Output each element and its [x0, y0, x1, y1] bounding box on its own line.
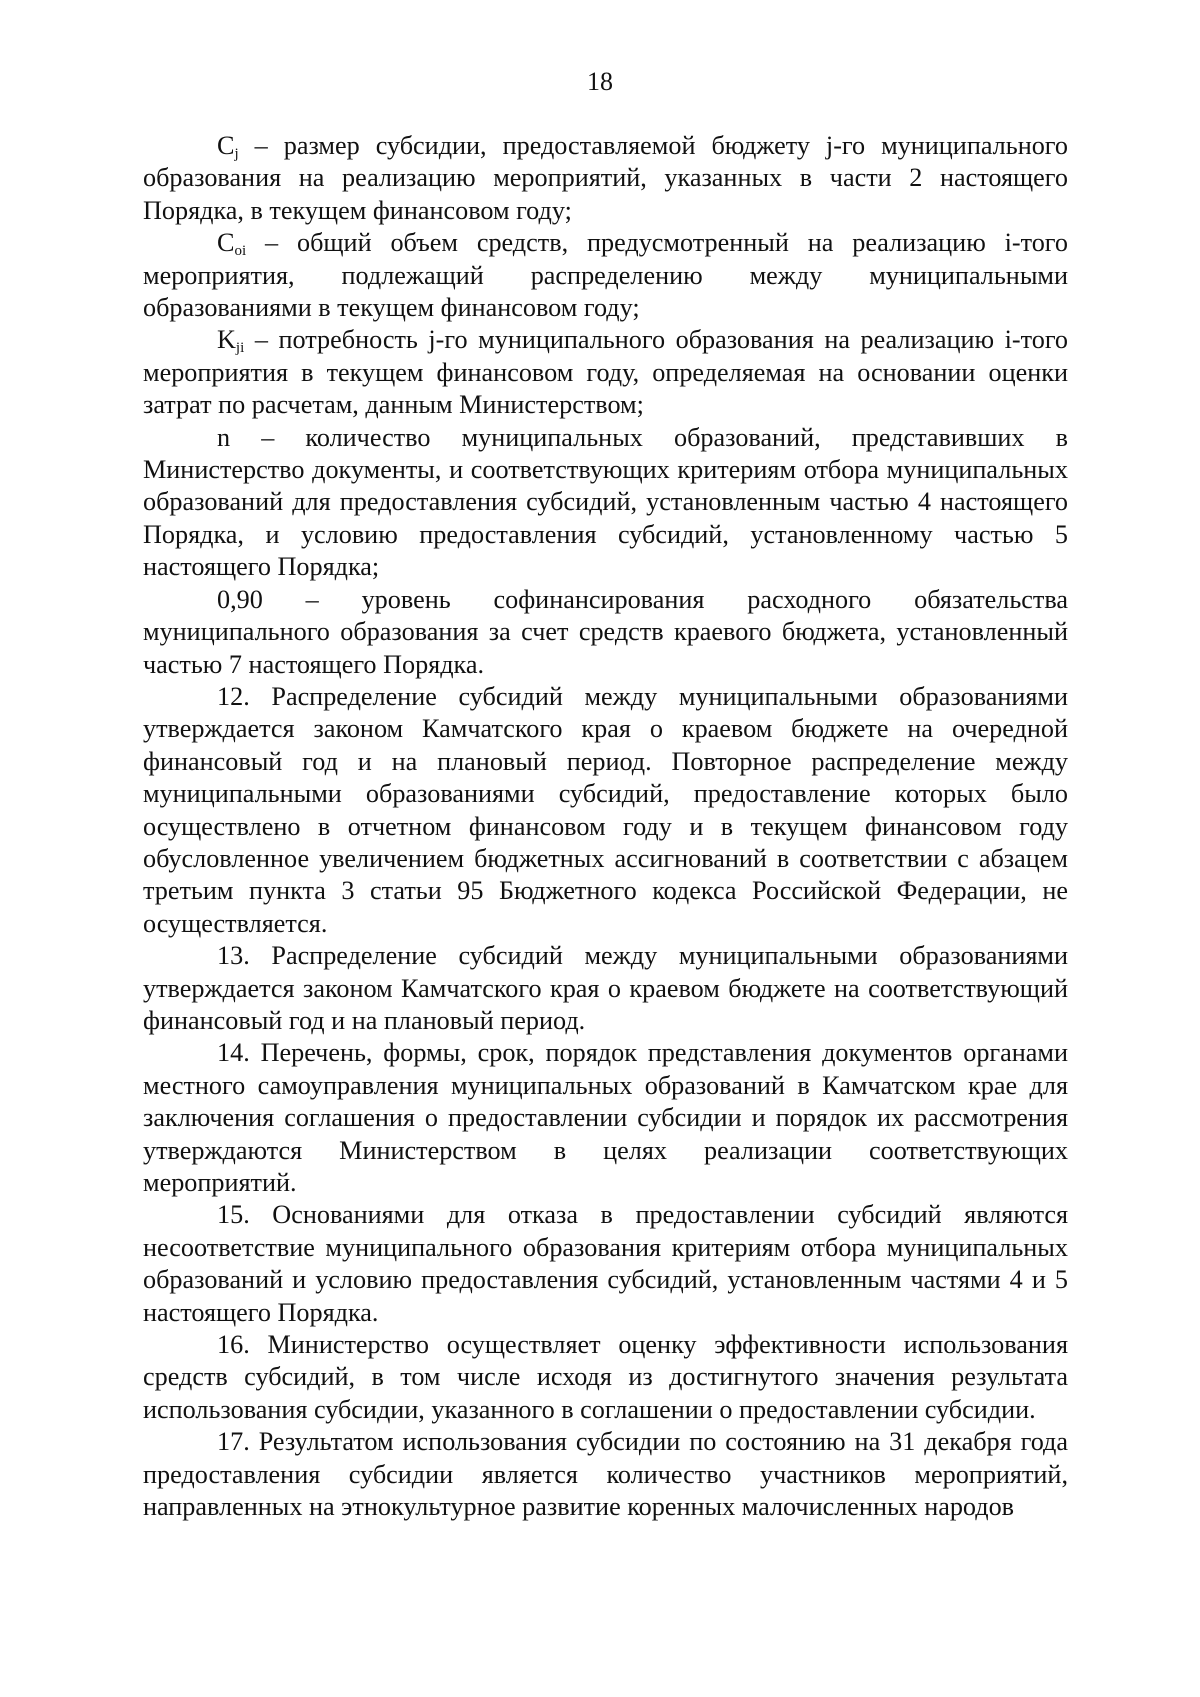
paragraph-item-16: [143, 1329, 1068, 1426]
variable-coi: $C_{oi}$: [217, 228, 247, 260]
paragraph-item-12: [143, 681, 1068, 940]
document-body: [143, 130, 1068, 1523]
paragraph-n-definition: [143, 422, 1068, 584]
paragraph-text: 16. Министерство осуществляет оценку эффективности использования средств субсидий, в том числе исходя из достигнутого значения результата использования субсидии, указанного в соглашении о предоставлении субсидии.: [143, 1330, 1068, 1424]
paragraph-text: 17. Результатом использования субсидии по состоянию на 31 декабря года предоставления субсидии является количество участников мероприятий, направленных на этнокультурное развитие коренных малочисленных народов: [143, 1427, 1068, 1522]
paragraph-item-17: [143, 1426, 1068, 1523]
paragraph-text: 13. Распределение субсидий между муниципальными образованиями утверждается законом Камчатского края о краевом бюджете на соответствующий финансовый год и на плановый период.: [143, 941, 1068, 1035]
paragraph-kji-definition: [143, 324, 1068, 421]
page-number: 18: [587, 67, 613, 96]
variable-cj: $C_j$: [217, 131, 239, 162]
paragraph-text: – размер субсидии, предоставляемой бюджету j-го муниципального образования на реализацию мероприятий, указанных в части 2 настоящего Порядка, в текущем финансовом году;: [143, 131, 1068, 225]
paragraph-text: 0,90 – уровень софинансирования расходного обязательства муниципального образования за счет средств краевого бюджета, установленный частью 7 настоящего Порядка.: [143, 584, 1068, 679]
paragraph-cofinancing-level: [143, 584, 1068, 681]
paragraph-text: n – количество муниципальных образований, представивших в Министерство документы, и соответствующих критериям отбора муниципальных образований для предоставления субсидий, установленным частью 4 настоящего Порядка, и условию предоставления субсидий, установленному частью 5 настоящего Порядка;: [143, 422, 1068, 582]
paragraph-coi-definition: [143, 227, 1068, 324]
paragraph-cj-definition: [143, 130, 1068, 227]
variable-kji: $K_{ji}$: [217, 325, 245, 357]
paragraph-item-15: [143, 1199, 1068, 1329]
paragraph-item-13: [143, 940, 1068, 1037]
paragraph-text: 14. Перечень, формы, срок, порядок представления документов органами местного самоуправления муниципальных образований в Камчатском крае для заключения соглашения о предоставлении субсидии и порядок их рассмотрения утверждаются Министерством в целях реализации соответствующих мероприятий.: [143, 1038, 1068, 1197]
paragraph-text: 15. Основаниями для отказа в предоставлении субсидий являются несоответствие муниципального образования критериям отбора муниципальных образований и условию предоставления субсидий, установленным частями 4 и 5 настоящего Порядка.: [143, 1200, 1068, 1327]
paragraph-text: – потребность j-го муниципального образования на реализацию i-того мероприятия в текущем финансовом году, определяемая на основании оценки затрат по расчетам, данным Министерством;: [143, 325, 1068, 420]
paragraph-text: 12. Распределение субсидий между муниципальными образованиями утверждается законом Камчатского края о краевом бюджете на очередной финансовый год и на плановый период. Повторное распределение между муниципальными образованиями субсидий, предоставление которых было осуществлено в отчетном финансовом году и в текущем финансовом году обусловленное увеличением бюджетных ассигнований в соответствии с абзацем третьим пункта 3 статьи 95 Бюджетного кодекса Российской Федерации, не осуществляется.: [143, 681, 1068, 938]
paragraph-item-14: [143, 1037, 1068, 1199]
paragraph-text: – общий объем средств, предусмотренный на реализацию i-того мероприятия, подлежащий распределению между муниципальными образованиями в текущем финансовом году;: [143, 228, 1068, 323]
